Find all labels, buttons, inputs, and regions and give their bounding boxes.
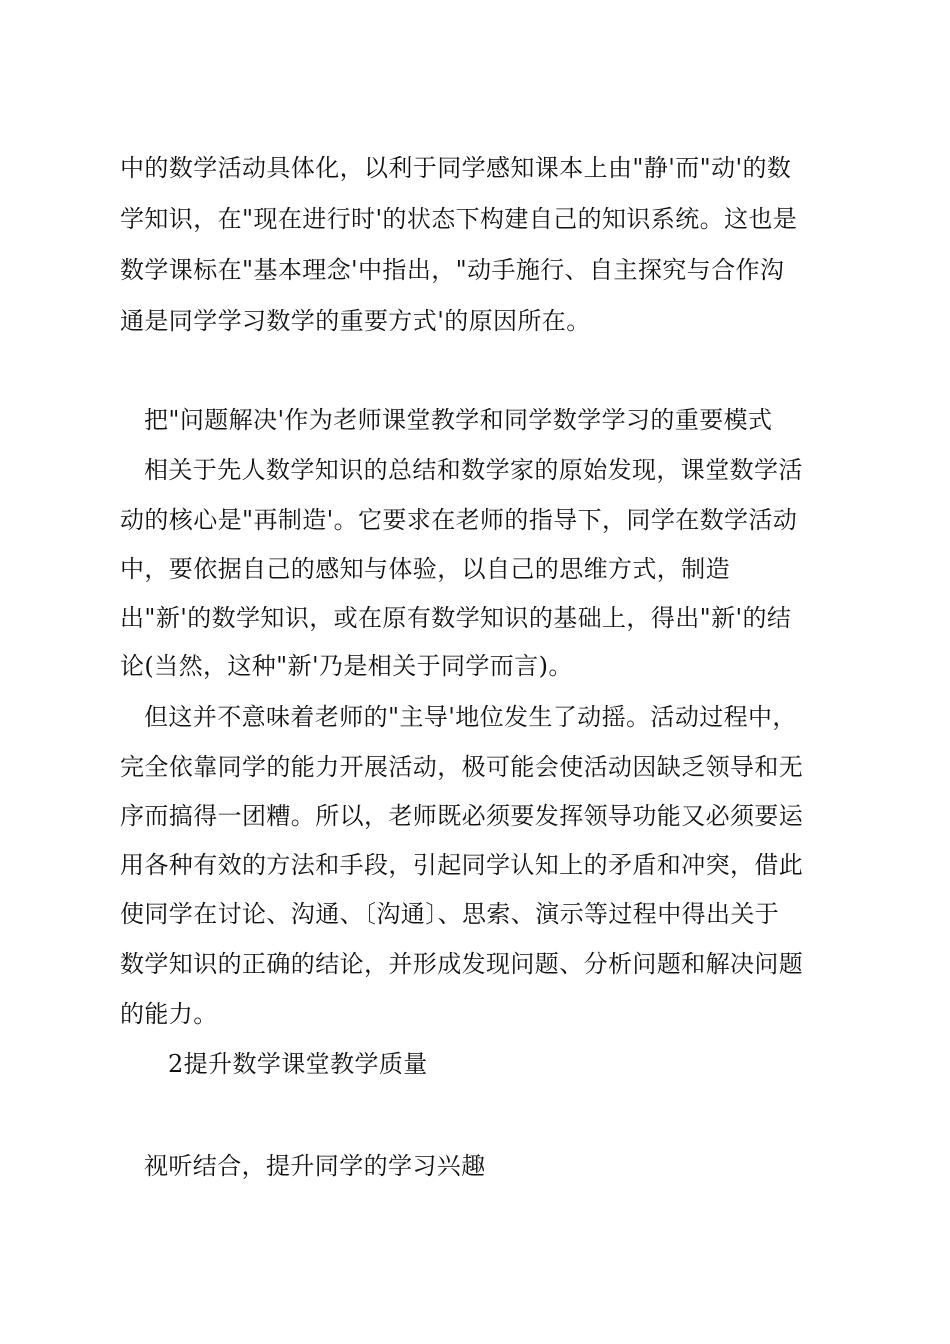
text-line-11: 但这并不意味着老师的"主导'地位发生了动摇。活动过程中，	[144, 703, 797, 731]
subsection-heading: 2提升数学课堂教学质量	[168, 1050, 428, 1078]
text-line-10: 论(当然，这种"新'乃是相关于同学而言)。	[120, 652, 573, 680]
text-line-12: 完全依靠同学的能力开展活动，极可能会使活动因缺乏领导和无	[120, 753, 804, 781]
text-line-2: 学知识，在"现在进行时'的状态下构建自己的知识系统。这也是	[120, 205, 798, 233]
text-line-14: 用各种有效的方法和手段，引起同学认知上的矛盾和冲突，借此	[120, 851, 804, 879]
section-heading: 把"问题解决'作为老师课堂教学和同学数学学习的重要模式	[144, 406, 773, 434]
text-line-4: 通是同学学习数学的重要方式'的原因所在。	[120, 307, 591, 335]
text-line-13: 序而搞得一团糟。所以，老师既必须要发挥领导功能又必须要运	[120, 802, 804, 830]
text-line-16: 数学知识的正确的结论，并形成发现问题、分析问题和解决问题	[120, 950, 804, 978]
text-line-3: 数学课标在"基本理念'中指出，"动手施行、自主探究与合作沟	[120, 256, 785, 284]
subsection-topic: 视听结合，提升同学的学习兴趣	[144, 1152, 486, 1180]
text-line-17: 的能力。	[120, 1000, 218, 1028]
text-line-8: 中，要依据自己的感知与体验，以自己的思维方式，制造	[120, 555, 730, 583]
text-line-15: 使同学在讨论、沟通、〔沟通〕、思索、演示等过程中得出关于	[120, 900, 780, 928]
text-line-7: 动的核心是"再制造'。它要求在老师的指导下，同学在数学活动	[120, 506, 798, 534]
text-line-6: 相关于先人数学知识的总结和数学家的原始发现，课堂数学活	[144, 456, 803, 484]
text-line-9: 出"新'的数学知识，或在原有数学知识的基础上，得出"新'的结	[120, 604, 792, 632]
text-line-1: 中的数学活动具体化，以利于同学感知课本上由"静'而"动'的数	[120, 154, 792, 182]
